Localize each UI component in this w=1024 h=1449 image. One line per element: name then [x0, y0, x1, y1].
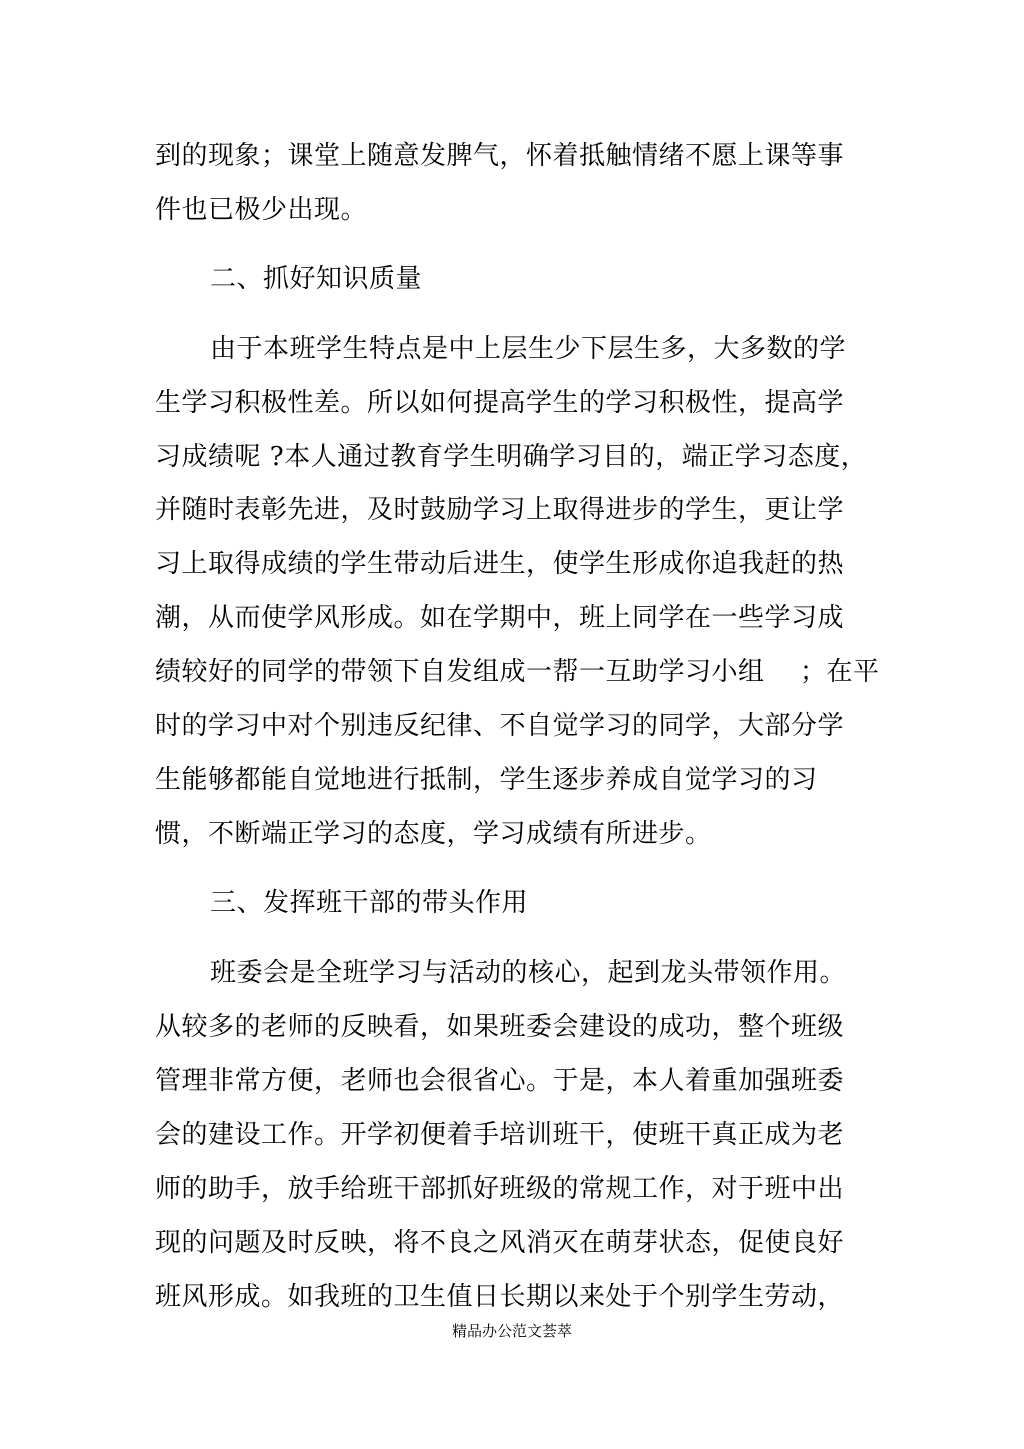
- text-line: 到的现象；课堂上随意发脾气，怀着抵触情绪不愿上课等事: [155, 141, 845, 171]
- text-line: 习成绩呢 ?本人通过教育学生明确学习目的，端正学习态度，: [155, 442, 868, 472]
- text-line: 班风形成。如我班的卫生值日长期以来处于个别学生劳动，: [155, 1282, 845, 1312]
- text-line: 由于本班学生特点是中上层生少下层生多，大多数的学: [210, 334, 847, 364]
- text-line: 从较多的老师的反映看，如果班委会建设的成功，整个班级: [155, 1012, 845, 1042]
- text-line: 件也已极少出现。: [155, 195, 368, 225]
- text-line: 绩较好的同学的带领下自发组成一帮一互助学习小组: [155, 657, 765, 687]
- page-footer: 精品办公范文荟萃: [451, 1322, 572, 1340]
- text-line: 时的学习中对个别违反纪律、不自觉学习的同学，大部分学: [155, 711, 845, 741]
- text-line: 班委会是全班学习与活动的核心，起到龙头带领作用。: [210, 958, 847, 988]
- text-line: 潮，从而使学风形成。如在学期中，班上同学在一些学习成: [155, 603, 845, 633]
- text-line: 习上取得成绩的学生带动后进生，使学生形成你追我赶的热: [155, 549, 845, 579]
- text-line: 管理非常方便，老师也会很省心。于是，本人着重加强班委: [155, 1066, 845, 1096]
- text-line-tail: ；在平: [800, 657, 880, 687]
- section-heading: 二、抓好知识质量: [210, 264, 423, 294]
- text-line: 生学习积极性差。所以如何提高学生的学习积极性，提高学: [155, 388, 845, 418]
- text-line: 并随时表彰先进，及时鼓励学习上取得进步的学生，更让学: [155, 495, 845, 525]
- text-line: 师的助手，放手给班干部抓好班级的常规工作，对于班中出: [155, 1174, 845, 1204]
- text-line: 现的问题及时反映，将不良之风消灭在萌芽状态，促使良好: [155, 1228, 845, 1258]
- text-line: 惯，不断端正学习的态度，学习成绩有所进步。: [155, 819, 712, 849]
- text-line: 生能够都能自觉地进行抵制，学生逐步养成自觉学习的习: [155, 765, 818, 795]
- text-line: 会的建设工作。开学初便着手培训班干，使班干真正成为老: [155, 1120, 845, 1150]
- section-heading: 三、发挥班干部的带头作用: [210, 888, 529, 918]
